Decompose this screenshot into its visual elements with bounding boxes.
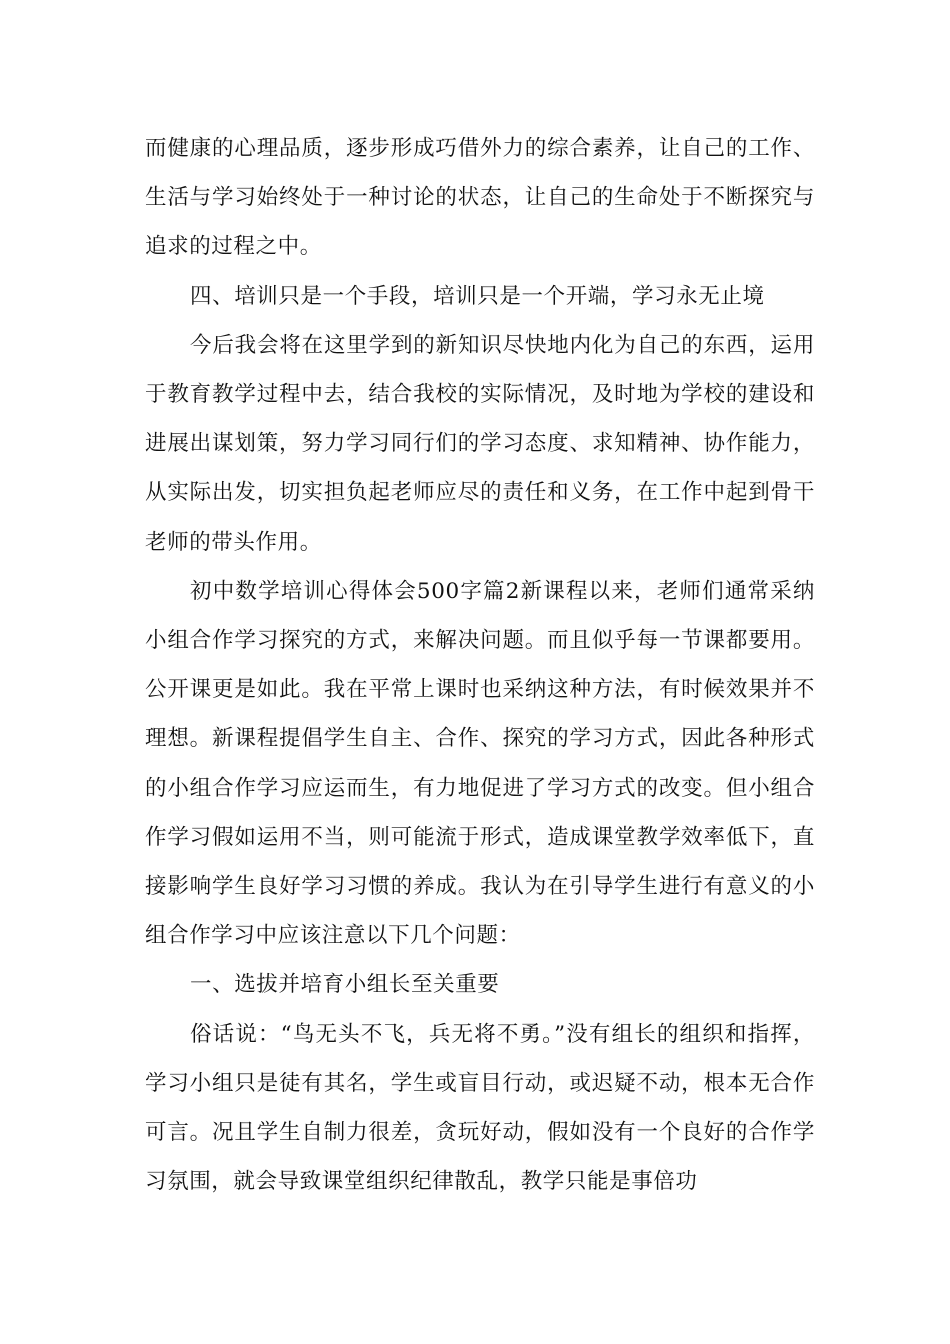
paragraph-3: 初中数学培训心得体会500字篇2新课程以来，老师们通常采纳小组合作学习探究的方式，来解决问题。而且似乎每一节课都要用。公开课更是如此。我在平常上课时也采纳这种方法，有时候效果并不理想。新课程提倡学生自主、合作、探究的学习方式，因此各种形式的小组合作学习应运而生，有力地促进了学习方式的改变。但小组合作学习假如运用不当，则可能流于形式，造成课堂教学效率低下，直接影响学生良好学习习惯的养成。我认为在引导学生进行有意义的小组合作学习中应该注意以下几个问题： <box>145 578 815 949</box>
paragraph-2: 今后我会将在这里学到的新知识尽快地内化为自己的东西，运用于教育教学过程中去，结合我校的实际情况，及时地为学校的建设和进展出谋划策，努力学习同行们的学习态度、求知精神、协作能力，从实际出发，切实担负起老师应尽的责任和义务，在工作中起到骨干老师的带头作用。 <box>145 332 815 555</box>
paragraph-1: 而健康的心理品质，逐步形成巧借外力的综合素养，让自己的工作、生活与学习始终处于一种讨论的状态，让自己的生命处于不断探究与追求的过程之中。 <box>145 136 815 260</box>
document-page <box>145 124 815 1206</box>
section-heading-4: 四、培训只是一个手段，培训只是一个开端，学习永无止境 <box>190 283 765 309</box>
paragraph-4: 俗话说：“鸟无头不飞，兵无将不勇。”没有组长的组织和指挥，学习小组只是徒有其名，学生或盲目行动，或迟疑不动，根本无合作可言。况且学生自制力很差，贪玩好动，假如没有一个良好的合作学习氛围，就会导致课堂组织纪律散乱，教学只能是事倍功 <box>145 1021 815 1195</box>
section-heading-1: 一、选拔并培育小组长至关重要 <box>190 972 500 998</box>
